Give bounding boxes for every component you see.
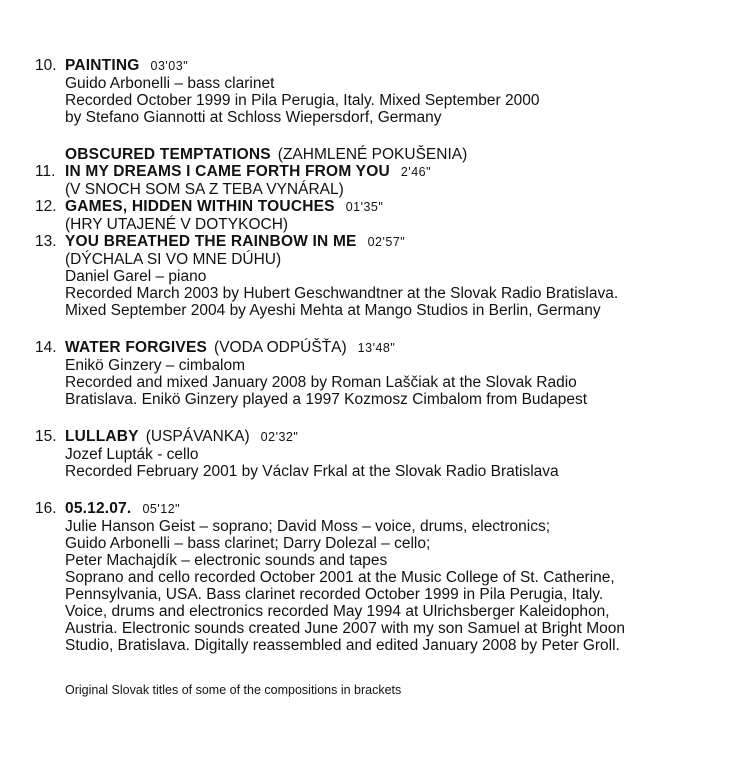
track-content [65,163,721,198]
track-entry-13 [35,233,721,319]
track-title: GAMES, HIDDEN WITHIN TOUCHES [65,198,335,215]
credit-line: Julie Hanson Geist – soprano; David Moss – voice, drums, electronics; [65,518,551,535]
credit-line: Austria. Electronic sounds created June 2007 with my son Samuel at Bright Moon [65,620,626,637]
track-title-line [65,500,721,518]
track-number: 16. [35,500,57,517]
track-entry-14 [35,339,721,408]
track-entry-12 [35,198,721,233]
credit-line: Voice, drums and electronics recorded May 1994 at Ulrichsberger Kaleidophon, [65,603,610,620]
credit-line: Peter Machajdík – electronic sounds and tapes [65,552,388,569]
track-number: 11. [35,163,56,180]
track-title-line [65,198,721,216]
track-duration: 02'57" [367,235,406,249]
section-subtitle: (ZAHMLENÉ POKUŠENIA) [277,146,468,163]
section-title: OBSCURED TEMPTATIONS [65,146,271,163]
credit-line: Soprano and cello recorded October 2001 at the Music College of St. Catherine, [65,569,615,586]
credit-line: Daniel Garel – piano [65,268,207,285]
track-title-line [65,339,721,357]
track-title: LULLABY [65,428,139,445]
track-duration: 05'12" [142,502,181,516]
credit-line: Studio, Bratislava. Digitally reassembled and edited January 2008 by Peter Groll. [65,637,620,654]
track-title-line [65,163,721,181]
slovak-title-line: (V SNOCH SOM SA Z TEBA VYNÁRAL) [65,181,344,198]
track-content [65,500,721,654]
track-group-10 [35,57,721,126]
track-title: YOU BREATHED THE RAINBOW IN ME [65,233,357,250]
track-number: 15. [35,428,57,445]
track-title: PAINTING [65,57,140,74]
track-content [65,428,721,480]
track-number: 12. [35,198,57,215]
track-duration: 13'48" [357,341,396,355]
track-content [65,233,721,319]
credit-line: Recorded March 2003 by Hubert Geschwandtner at the Slovak Radio Bratislava. [65,285,619,302]
track-entry-10 [35,57,721,126]
track-content [65,57,721,126]
track-content [65,198,721,233]
section-header-content [65,146,721,163]
track-entry-16 [35,500,721,654]
credit-line: Pennsylvania, USA. Bass clarinet recorded October 1999 in Pila Perugia, Italy. [65,586,604,603]
track-content [65,339,721,408]
track-title-line [65,57,721,75]
section-obscured-temptations [35,146,721,319]
credit-line: Jozef Lupták - cello [65,446,199,463]
track-title-line [65,428,721,446]
track-entry-15 [35,428,721,480]
credit-line: by Stefano Giannotti at Schloss Wiepersdorf, Germany [65,109,442,126]
slovak-title-line: (HRY UTAJENÉ V DOTYKOCH) [65,216,289,233]
credit-line: Mixed September 2004 by Ayeshi Mehta at Mango Studios in Berlin, Germany [65,302,601,319]
credit-line: Recorded October 1999 in Pila Perugia, Italy. Mixed September 2000 [65,92,540,109]
credit-line: Guido Arbonelli – bass clarinet [65,75,275,92]
track-title-line [65,233,721,251]
track-title: WATER FORGIVES [65,339,208,356]
track-subtitle: (USPÁVANKA) [145,428,250,445]
credit-line: Bratislava. Enikö Ginzery played a 1997 Kozmosz Cimbalom from Budapest [65,391,588,408]
credit-line: Recorded and mixed January 2008 by Roman Laščiak at the Slovak Radio [65,374,577,391]
track-number: 13. [35,233,57,250]
track-entry-11 [35,163,721,198]
track-group-15 [35,428,721,480]
footer-note: Original Slovak titles of some of the compositions in brackets [65,683,402,697]
track-duration: 02'32" [260,430,299,444]
slovak-title-line: (DÝCHALA SI VO MNE DÚHU) [65,251,282,268]
track-number: 10. [35,57,57,74]
track-number: 14. [35,339,57,356]
track-title: IN MY DREAMS I CAME FORTH FROM YOU [65,163,390,180]
track-group-16 [35,500,721,654]
track-duration: 01'35" [345,200,384,214]
credit-line: Enikö Ginzery – cimbalom [65,357,246,374]
track-group-14 [35,339,721,408]
section-header [35,146,721,163]
track-title: 05.12.07. [65,500,132,517]
track-duration: 2'46" [400,165,432,179]
track-duration: 03'03" [150,59,189,73]
credit-line: Guido Arbonelli – bass clarinet; Darry Dolezal – cello; [65,535,431,552]
track-subtitle: (VODA ODPÚŠŤA) [214,339,347,356]
credit-line: Recorded February 2001 by Václav Frkal at the Slovak Radio Bratislava [65,463,559,480]
